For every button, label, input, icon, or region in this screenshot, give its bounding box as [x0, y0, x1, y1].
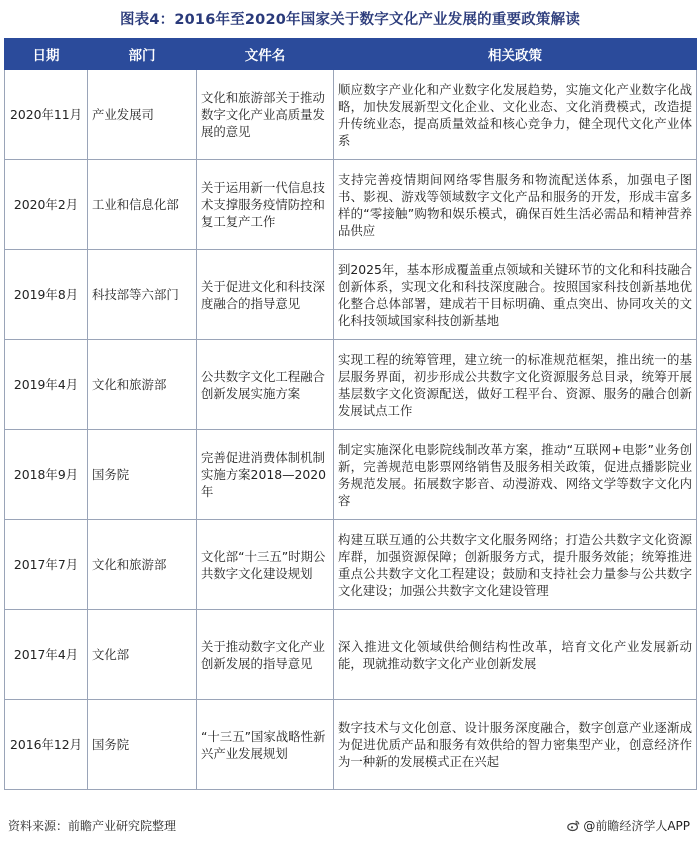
row-policy: 顺应数字产业化和产业数字化发展趋势，实施文化产业数字化战略，加快发展新型文化企业、文化业态、文化消费模式，改造提升传统业态，提高质量效益和核心竞争力，健全现代文化产业体系: [334, 70, 697, 160]
row-doc: 关于推动数字文化产业创新发展的指导意见: [197, 610, 334, 700]
row-doc: 文化部“十三五”时期公共数字文化建设规划: [197, 520, 334, 610]
policy-table: [4, 38, 697, 790]
row-date: 2019年8月: [5, 250, 88, 340]
row-doc: 关于促进文化和科技深度融合的指导意见: [197, 250, 334, 340]
table-row: [5, 250, 697, 340]
header-doc: 文件名: [197, 39, 334, 70]
row-policy: 支持完善疫情期间网络零售服务和物流配送体系，加强电子图书、影视、游戏等领域数字文化产品和服务的开发，形成丰富多样的“零接触”购物和娱乐模式，确保百姓生活必需品和精神营养品供应: [334, 160, 697, 250]
header-dept: 部门: [88, 39, 197, 70]
table-row: [5, 610, 697, 700]
footer: [0, 815, 700, 835]
header-date: 日期: [5, 39, 88, 70]
row-policy: 制定实施深化电影院线制改革方案，推动“互联网+电影”业务创新，完善规范电影票网络销售及服务相关政策，促进点播影院业务规范发展。拓展数字影音、动漫游戏、网络文学等数字文化内容: [334, 430, 697, 520]
table-header-row: [5, 39, 697, 70]
row-dept: 国务院: [88, 430, 197, 520]
row-dept: 文化和旅游部: [88, 520, 197, 610]
header-policy: 相关政策: [334, 39, 697, 70]
row-date: 2019年4月: [5, 340, 88, 430]
row-dept: 国务院: [88, 700, 197, 790]
row-dept: 文化部: [88, 610, 197, 700]
chart-title: 图表4：2016年至2020年国家关于数字文化产业发展的重要政策解读: [119, 12, 581, 28]
table-row: [5, 340, 697, 430]
table-row: [5, 430, 697, 520]
row-doc: 完善促进消费体制机制实施方案2018—2020年: [197, 430, 334, 520]
row-date: 2020年11月: [5, 70, 88, 160]
row-policy: 到2025年，基本形成覆盖重点领域和关键环节的文化和科技融合创新体系，实现文化和科技深度融合。按照国家科技创新基地优化整合总体部署，建成若干目标明确、重点突出、协同攻关的文化科技领域国家科技创新基地: [334, 250, 697, 340]
row-dept: 产业发展司: [88, 70, 197, 160]
table-row: [5, 520, 697, 610]
row-date: 2020年2月: [5, 160, 88, 250]
row-date: 2017年4月: [5, 610, 88, 700]
brand-text: @前瞻经济学人APP: [583, 819, 690, 833]
table-row: [5, 160, 697, 250]
row-policy: 深入推进文化领域供给侧结构性改革，培育文化产业发展新动能，现就推动数字文化产业创新发展: [334, 610, 697, 700]
table-row: [5, 700, 697, 790]
row-dept: 工业和信息化部: [88, 160, 197, 250]
row-dept: 文化和旅游部: [88, 340, 197, 430]
row-dept: 科技部等六部门: [88, 250, 197, 340]
row-policy: 数字技术与文化创意、设计服务深度融合，数字创意产业逐渐成为促进优质产品和服务有效供给的智力密集型产业，创意经济作为一种新的发展模式正在兴起: [334, 700, 697, 790]
row-doc: 公共数字文化工程融合创新发展实施方案: [197, 340, 334, 430]
row-policy: 构建互联互通的公共数字文化服务网络；打造公共数字文化资源库群，加强资源保障；创新服务方式，提升服务效能；统筹推进重点公共数字文化工程建设；鼓励和支持社会力量参与公共数字文化建设；加强公共数字文化建设管理: [334, 520, 697, 610]
row-date: 2017年7月: [5, 520, 88, 610]
source-note: 资料来源：前瞻产业研究院整理: [8, 819, 177, 833]
row-doc: 关于运用新一代信息技术支撑服务疫情防控和复工复产工作: [197, 160, 334, 250]
weibo-icon: [567, 819, 580, 832]
brand-credit: [567, 817, 690, 834]
row-date: 2016年12月: [5, 700, 88, 790]
row-policy: 实现工程的统筹管理，建立统一的标准规范框架，推出统一的基层服务界面，初步形成公共数字文化资源服务总目录，统筹开展基层数字文化资源配送，做好工程平台、资源、服务的融合创新发展试点工作: [334, 340, 697, 430]
row-date: 2018年9月: [5, 430, 88, 520]
table-row: [5, 70, 697, 160]
row-doc: 文化和旅游部关于推动数字文化产业高质量发展的意见: [197, 70, 334, 160]
row-doc: “十三五”国家战略性新兴产业发展规划: [197, 700, 334, 790]
